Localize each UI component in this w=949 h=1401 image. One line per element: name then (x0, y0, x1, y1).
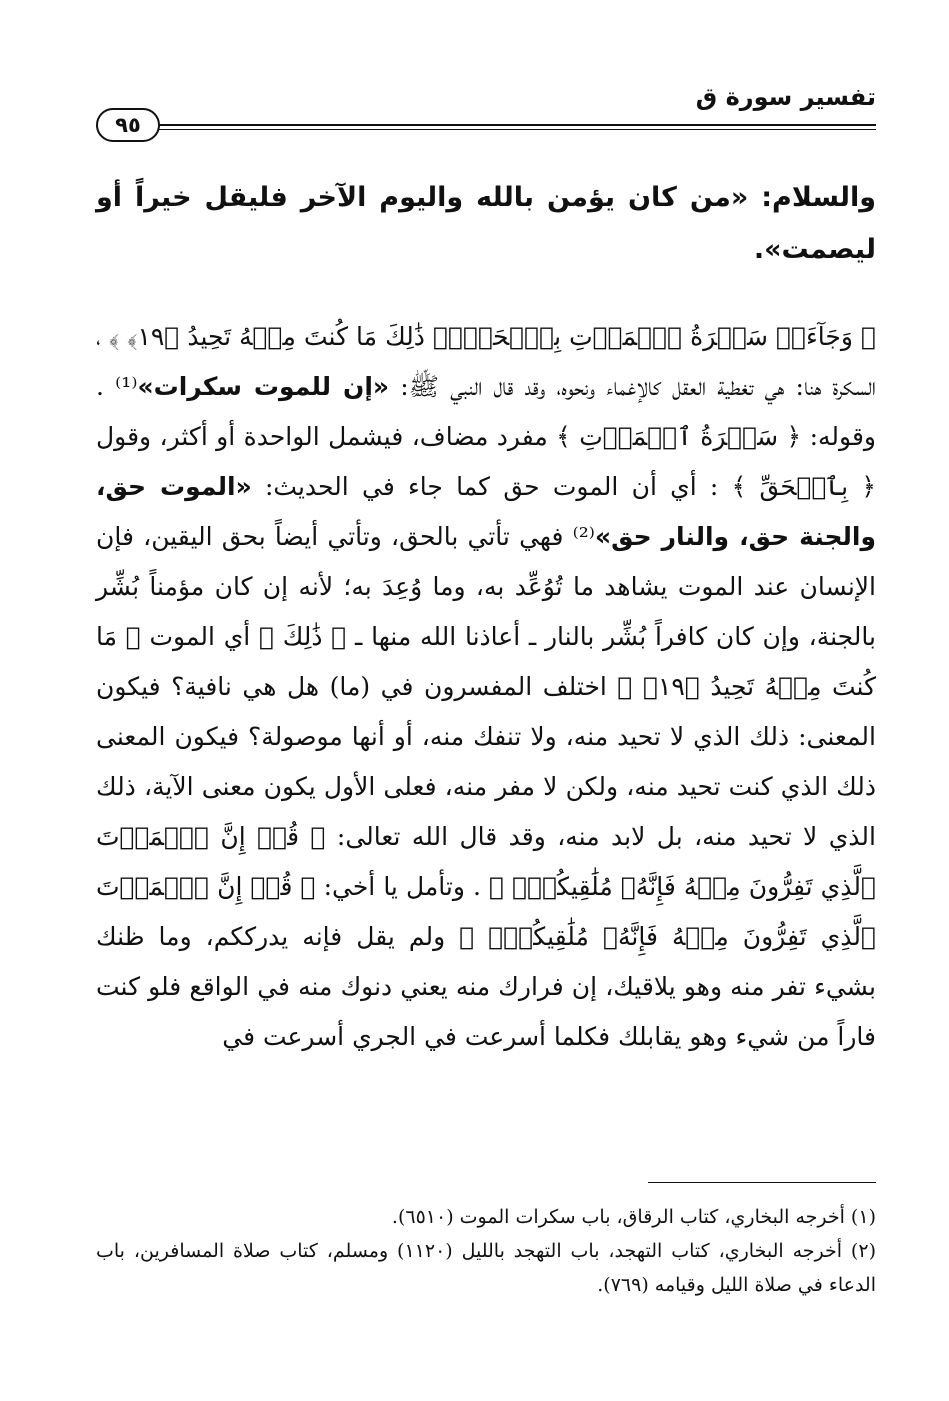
footnote-separator (648, 1182, 876, 1183)
page-number: ٩٥ (96, 108, 160, 142)
header-rule-thin (158, 129, 876, 130)
header-title: تفسير سورة ق (695, 83, 876, 111)
footnotes (96, 1200, 876, 1302)
body-text (96, 172, 876, 1062)
main-paragraph (96, 312, 876, 1062)
hadith-quote-2: «الموت حق، والجنة حق، والنار حق» (96, 472, 876, 551)
footnote-1: (١) أخرجه البخاري، كتاب الرقاق، باب سكرات الموت (٦٥١٠). (391, 1206, 876, 1228)
footnote-2: (٢) أخرجه البخاري، كتاب التهجد، باب التهجد بالليل (١١٢٠) ومسلم، كتاب صلاة المسافرين، باب الدعاء في صلاة الليل وقيامه (٧٦٩). (96, 1240, 876, 1296)
main-text-1: ﴿ وَجَآءَتۡ سَكۡرَةُ ٱلۡمَوۡتِ بِٱلۡحَقِّۖ ذَٰلِكَ مَا كُنتَ مِنۡهُ تَحِيدُ ﴿١٩﴾ ﴾ ، السكرة هنا: هي تغطية العقل كالإغماء ونحوه، وقد قال النبي ﷺ: (96, 322, 876, 401)
main-text-3: ⁽²⁾ فهي تأتي بالحق، وتأتي أيضاً بحق اليقين، فإن الإنسان عند الموت يشاهد ما تُوُعِّد به، وما وُعِدَ به؛ لأنه إن كان مؤمناً بُشِّر بالجنة، وإن كان كافراً بُشِّر بالنار ـ أعاذنا الله منها ـ ﴿ ذَٰلِكَ ﴾ أي الموت ﴿ مَا كُنتَ مِنۡهُ تَحِيدُ ﴿١٩﴾ ﴾ اختلف المفسرون في (ما) هل هي نافية؟ فيكون المعنى: ذلك الذي لا تحيد منه، ولا تنفك منه، أو أنها موصولة؟ فيكون المعنى ذلك الذي كنت تحيد منه، ولكن لا مفر منه، فعلى الأول يكون معنى الآية، ذلك الذي لا تحيد منه، بل لابد منه، وقد قال الله تعالى: ﴿ قُلۡ إِنَّ ٱلۡمَوۡتَ ٱلَّذِي تَفِرُّونَ مِنۡهُ فَإِنَّهُۥ مُلَٰقِيكُمۡۖ ﴾ . وتأمل يا أخي: ﴿ قُلۡ إِنَّ ٱلۡمَوۡتَ ٱلَّذِي تَفِرُّونَ مِنۡهُ فَإِنَّهُۥ مُلَٰقِيكُمۡۖ ﴾ ولم يقل فإنه يدرككم، وما ظنك بشيء تفر منه وهو يلاقيك، إن فرارك منه يعني دنوك منه في الواقع فلو كنت فاراً من شيء وهو يقابلك فكلما أسرعت في الجري أسرعت في (96, 522, 876, 1051)
header-rule (158, 124, 876, 126)
running-header (96, 80, 876, 150)
hadith-quote-1: «إن للموت سكرات» (137, 372, 390, 401)
main-text-2: ⁽¹⁾ . وقوله: ﴿ سَكۡرَةُ ٱلۡمَوۡتِ ﴾ مفرد مضاف، فيشمل الواحدة أو أكثر، وقول ﴿ بِٱلۡحَقِّ ﴾ : أي أن الموت حق كما جاء في الحديث: (96, 372, 877, 501)
hadith-paragraph: والسلام: «من كان يؤمن بالله واليوم الآخر فليقل خيراً أو ليصمت». (96, 182, 876, 265)
